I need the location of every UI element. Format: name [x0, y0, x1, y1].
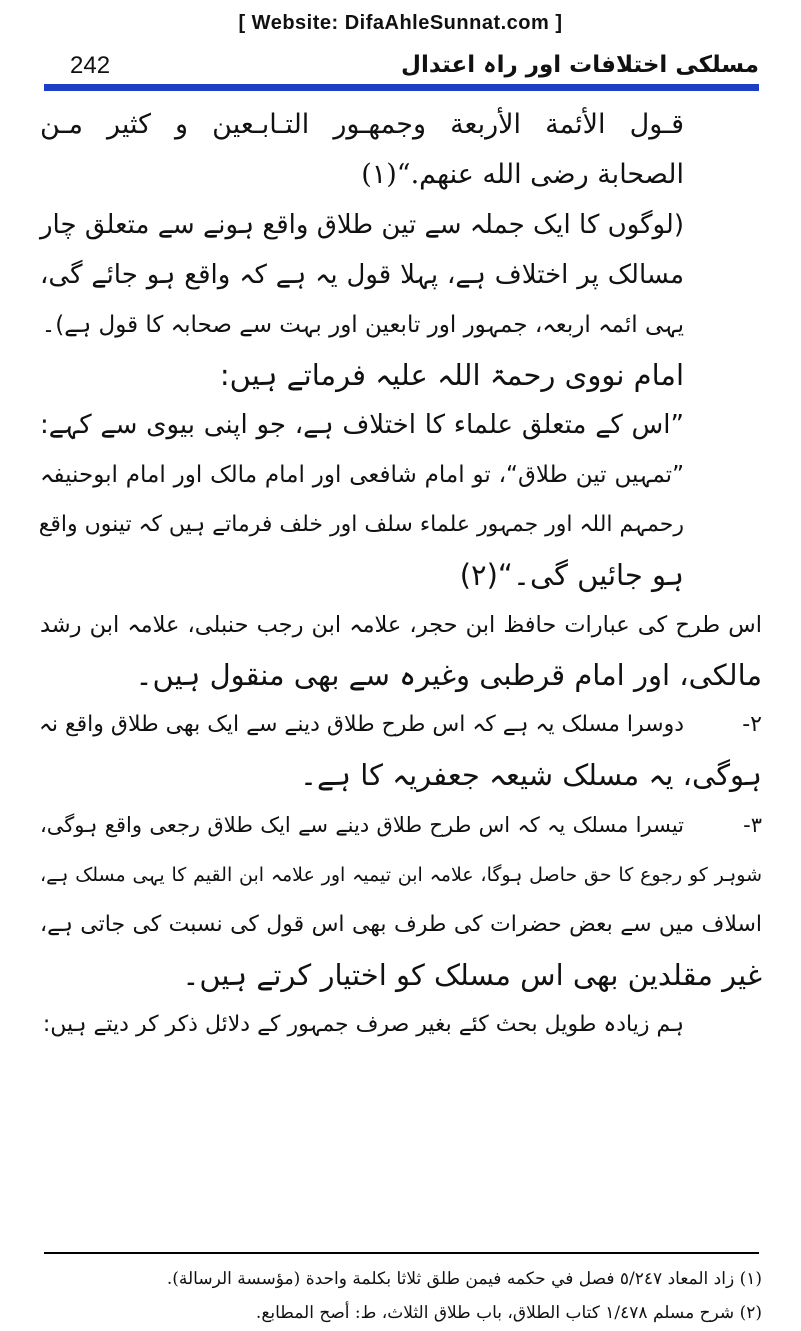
body-line: امام نووی رحمۃ اللہ علیہ فرماتے ہیں:: [219, 358, 684, 392]
body-line: مسالک پر اختلاف ہے، پہلا قول یہ ہے کہ واقع ہو جائے گی،: [40, 260, 684, 290]
item-text: دوسرا مسلک یہ ہے کہ اس طرح طلاق دینے سے ایک بھی طلاق واقع نہ: [38, 712, 684, 737]
item-text: تیسرا مسلک یہ کہ اس طرح طلاق دینے سے ایک طلاق رجعی واقع ہوگی،: [40, 813, 684, 837]
page-body: [40, 100, 762, 1050]
body-line: ہوگی، یہ مسلک شیعہ جعفریہ کا ہے۔: [300, 758, 762, 792]
page-number: 242: [70, 52, 111, 79]
footnote-rule: [44, 1252, 759, 1254]
book-title: مسلکی اختلافات اور راہ اعتدال: [401, 52, 759, 78]
page-header: [48, 52, 759, 88]
item-number: ۲-: [742, 712, 762, 737]
list-item-3: [40, 800, 762, 850]
body-line: غیر مقلدین بھی اس مسلک کو اختیار کرتے ہیں۔: [182, 958, 762, 992]
body-line: (لوگوں کا ایک جملہ سے تین طلاق واقع ہونے سے متعلق چار: [40, 210, 684, 240]
website-banner: [ Website: DifaAhleSunnat.com ]: [238, 12, 563, 34]
footnote-2: (٢) شرح مسلم ١/٤٧٨ كتاب الطلاق، باب طلاق الثلاث، ط: أصح المطابع.: [255, 1303, 762, 1323]
body-line: یہی ائمہ اربعہ، جمہور اور تابعین اور بہت سے صحابہ کا قول ہے)۔: [41, 312, 684, 338]
body-line: الصحابة رضى الله عنهم.“(١): [361, 159, 684, 190]
body-line: اسلاف میں سے بعض حضرات کی طرف بھی اس قول کی نسبت کی جاتی ہے،: [40, 912, 762, 937]
quote-line: ”تمہیں تین طلاق“، تو امام شافعی اور امام مالک اور امام ابوحنیفہ: [40, 462, 684, 488]
footnote-1: (١) زاد المعاد ٥/٢٤٧ فصل في حكمه فيمن طلق ثلاثا بكلمة واحدة (مؤسسة الرسالة).: [166, 1269, 762, 1289]
list-item-2: [40, 700, 762, 750]
header-rule: [44, 84, 759, 91]
item-number: ۳-: [743, 813, 762, 837]
footnotes: [40, 1262, 762, 1330]
body-line: اس طرح کی عبارات حافظ ابن حجر، علامہ ابن رجب حنبلی، علامہ ابن رشد: [40, 612, 762, 638]
quote-line: ”اس کے متعلق علماء کا اختلاف ہے، جو اپنی بیوی سے کہے:: [40, 410, 684, 440]
quote-line: ہو جائیں گی۔“(۲): [459, 558, 684, 592]
body-line: ہم زیادہ طویل بحث کئے بغیر صرف جمہور کے دلائل ذکر کر دیتے ہیں:: [42, 1012, 684, 1037]
body-line: شوہر کو رجوع کا حق حاصل ہوگا، علامہ ابن تیمیہ اور علامہ ابن القیم کا یہی مسلک ہے،: [40, 864, 762, 886]
body-line: مالکی، اور امام قرطبی وغیرہ سے بھی منقول ہیں۔: [135, 658, 762, 692]
quote-line: رحمہم اللہ اور جمہور علماء سلف اور خلف فرماتے ہیں کہ تینوں واقع: [38, 512, 684, 537]
body-line: قـول الأئمة الأربعة وجمهـور التـابـعين و كثير مـن: [40, 109, 684, 140]
